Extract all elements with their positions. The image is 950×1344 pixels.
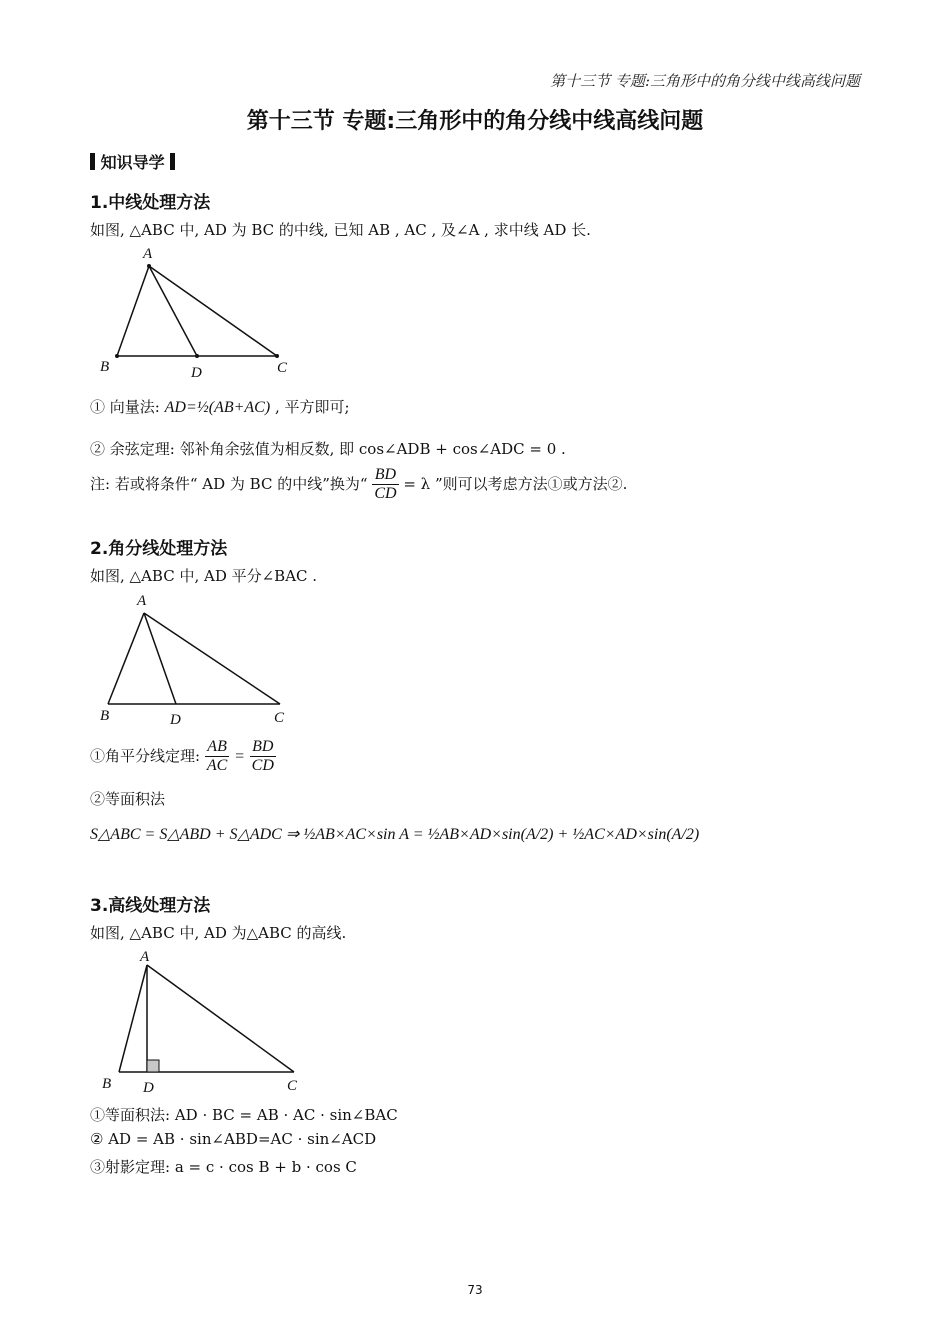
banner-text: 知识导学 <box>100 153 165 172</box>
altitude-heading: 3.高线处理方法 <box>90 896 211 916</box>
running-header: 第十三节 专题:三角形中的角分线中线高线问题 <box>550 72 860 90</box>
frac-den: CD <box>251 757 274 775</box>
point-d <box>195 354 199 358</box>
bisector-intro: 如图, △ABC 中, AD 平分∠BAC . <box>90 567 318 585</box>
label-b: B <box>102 1076 112 1092</box>
median-method-1 <box>90 396 350 417</box>
bisector-area-formula: S△ABC = S△ABD + S△ADC ⇒ ½AB×AC×sin A = ½AB×AD×sin(A/2) + ½AC×AD×sin(A/2) <box>90 826 700 843</box>
median-method-2: ② 余弦定理: 邻补角余弦值为相反数, 即 cos∠ADB + cos∠ADC = 0 . <box>90 440 566 458</box>
note-prefix: 注: 若或将条件“ AD 为 BC 的中线”换为“ <box>90 474 368 493</box>
altitude-method-3: ③射影定理: a = c · cos B + b · cos C <box>90 1158 357 1176</box>
bisector-theorem <box>90 738 276 776</box>
side-ab <box>117 266 149 356</box>
label-b: B <box>100 708 110 724</box>
right-angle-mark <box>147 1060 159 1072</box>
label-d: D <box>191 365 202 380</box>
theorem-fraction-left <box>205 738 229 776</box>
side-ab <box>108 613 144 704</box>
side-ab <box>119 965 147 1072</box>
side-ac <box>149 266 277 356</box>
altitude-method-2: ② AD = AB · sin∠ABD=AC · sin∠ACD <box>90 1130 377 1148</box>
median-heading: 1.中线处理方法 <box>90 193 211 213</box>
theorem-fraction-right <box>250 738 276 776</box>
bisector-area-label: ②等面积法 <box>90 790 166 808</box>
side-ac <box>147 965 294 1072</box>
median-intro: 如图, △ABC 中, AD 为 BC 的中线, 已知 AB , AC , 及∠A , 求中线 AD 长. <box>90 221 591 239</box>
altitude-figure <box>90 944 320 1099</box>
label-a: A <box>137 593 147 609</box>
note-den: CD <box>374 485 397 503</box>
banner-bar-right <box>170 153 175 170</box>
label-c: C <box>287 1078 298 1094</box>
frac-num: AB <box>205 738 229 757</box>
label-d: D <box>170 712 181 728</box>
section-banner <box>90 150 175 173</box>
median-note <box>90 466 627 504</box>
label-b: B <box>100 359 110 375</box>
method1-label: ① 向量法: <box>90 398 160 416</box>
frac-num: BD <box>250 738 276 757</box>
frac-den: AC <box>206 757 228 775</box>
method1-formula: AD=½(AB+AC) <box>164 399 271 416</box>
note-tail: = λ ”则可以考虑方法①或方法②. <box>403 474 628 493</box>
page-number: 73 <box>467 1283 483 1297</box>
label-c: C <box>277 360 288 376</box>
theorem-label: ①角平分线定理: <box>90 746 201 765</box>
bisector-ad <box>144 613 176 704</box>
banner-bar-left <box>90 153 95 170</box>
label-d: D <box>143 1080 154 1096</box>
label-a: A <box>143 246 153 262</box>
point-b <box>115 354 119 358</box>
side-ac <box>144 613 280 704</box>
label-a: A <box>140 949 150 965</box>
bisector-figure <box>90 588 310 733</box>
altitude-intro: 如图, △ABC 中, AD 为△ABC 的高线. <box>90 924 347 942</box>
label-c: C <box>274 710 285 726</box>
bisector-heading: 2.角分线处理方法 <box>90 539 228 559</box>
method1-tail: , 平方即可; <box>274 398 350 416</box>
point-c <box>275 354 279 358</box>
point-a <box>147 264 151 268</box>
note-num: BD <box>372 466 398 485</box>
median-ad <box>149 266 197 356</box>
median-figure <box>90 240 310 380</box>
note-fraction <box>372 466 398 504</box>
page-title: 第十三节 专题:三角形中的角分线中线高线问题 <box>246 109 704 134</box>
altitude-method-1: ①等面积法: AD · BC = AB · AC · sin∠BAC <box>90 1106 398 1124</box>
equals-sign: = <box>234 747 245 765</box>
